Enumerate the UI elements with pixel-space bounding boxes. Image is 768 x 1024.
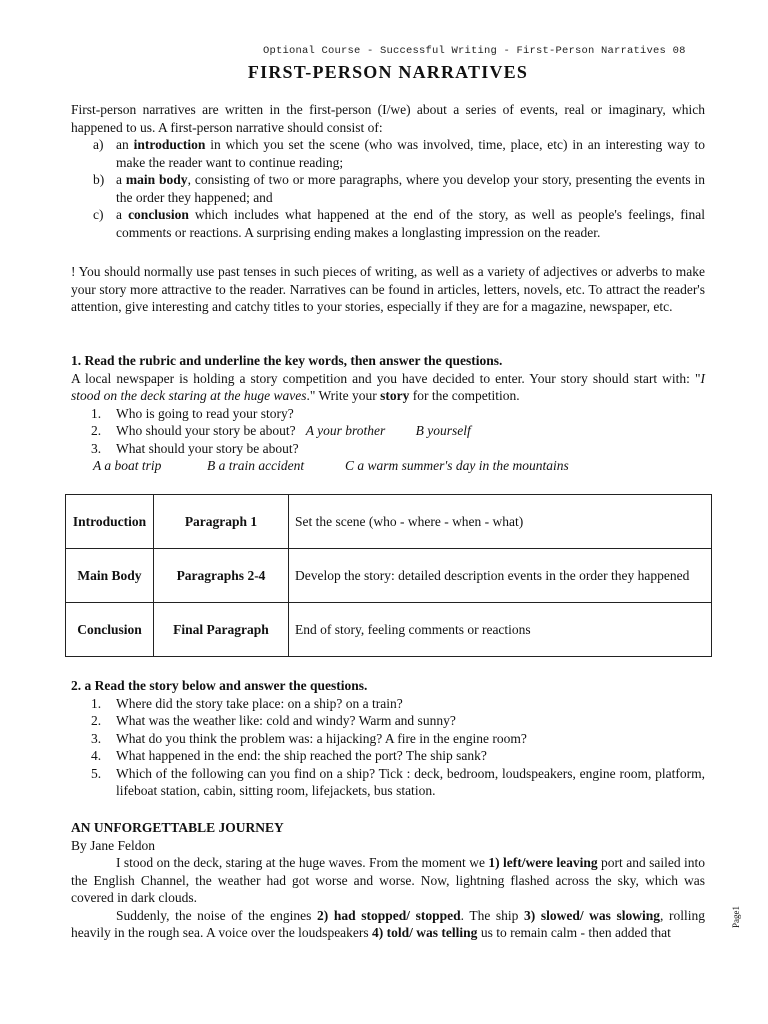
story-paragraph: I stood on the deck, staring at the huge waves. From the moment we 1) left/were leaving port and sailed into the English Channel, the weather had got worse and worse. Now, lightning flashed across the sky, which was covered in dark clouds.	[71, 855, 705, 905]
table-row	[66, 495, 712, 549]
exercise-1-heading: 1. Read the rubric and underline the key words, then answer the questions.	[71, 353, 503, 368]
table-row	[66, 603, 712, 657]
exercise-1-rubric: A local newspaper is holding a story competition and you have decided to enter. Your story should start with: "I stood on the deck staring at the huge waves." Write your story for the competition.	[71, 370, 705, 403]
table-cell: Develop the story: detailed description events in the order they happened	[289, 549, 712, 603]
page-title: FIRST-PERSON NARRATIVES	[247, 62, 529, 82]
gap-2: 2) had stopped/ stopped	[317, 907, 461, 923]
running-header: Optional Course - Successful Writing - First-Person Narratives 08	[263, 45, 686, 57]
exercise-1-questions	[71, 405, 705, 458]
exercise-2-heading: 2. a Read the story below and answer the questions.	[71, 678, 368, 693]
list-item: 2. What was the weather like: cold and windy? Warm and sunny?	[91, 713, 456, 728]
exercise-2	[71, 677, 705, 800]
table-cell: Paragraphs 2-4	[154, 549, 289, 603]
page-number: Page1	[731, 906, 741, 928]
list-item: 5. Which of the following can you find on a ship? Tick : deck, bedroom, loudspeakers, engine room, platform, lifeboat station, cabin, sitting room, lifejackets, bus station.	[91, 765, 705, 798]
list-item: 1. Who is going to read your story?	[91, 405, 294, 421]
table-cell: Set the scene (who - where - when - what)	[289, 495, 712, 549]
list-item: a) an introduction in which you set the scene (who was involved, time, place, etc) in an interesting way to make the reader want to continue reading;	[93, 137, 705, 170]
exercise-1	[71, 352, 705, 475]
gap-1: 1) left/were leaving	[488, 855, 598, 870]
list-item: 3. What do you think the problem was: a hijacking? A fire in the engine room?	[91, 730, 527, 746]
list-item: 2. Who should your story be about? A your brother B yourself	[91, 423, 471, 438]
table-cell: Main Body	[66, 549, 154, 603]
intro-section	[71, 101, 705, 241]
list-item: c) a conclusion which includes what happened at the end of the story, as well as people's feelings, final comments or reactions. A surprising ending makes a longlasting impression on the reader.	[93, 207, 705, 240]
option-c: C a warm summer's day in the mountains	[345, 458, 569, 473]
list-item: 3. What should your story be about?	[91, 440, 299, 456]
story-title: AN UNFORGETTABLE JOURNEY	[71, 820, 284, 835]
story-byline: By Jane Feldon	[71, 837, 155, 853]
table-cell: Final Paragraph	[154, 603, 289, 657]
tip-paragraph: ! You should normally use past tenses in such pieces of writing, as well as a variety of adjectives or adverbs to make your story more attractive to the reader. Narratives can be found in articles, letters, novels, etc. To attract the reader's attention, give interesting and catchy titles to your stories, especially if they are for a magazine, newspaper, etc.	[71, 264, 705, 314]
table-cell: Introduction	[66, 495, 154, 549]
tip-section	[71, 263, 705, 316]
list-item: 4. What happened in the end: the ship reached the port? The ship sank?	[91, 748, 487, 763]
table-cell: Conclusion	[66, 603, 154, 657]
exercise-1-options	[71, 457, 705, 475]
parts-list	[71, 136, 705, 241]
table-row	[66, 549, 712, 603]
gap-3: 3) slowed/ was slowing	[524, 907, 661, 923]
list-item: b) a main body, consisting of two or more paragraphs, where you develop your story, presenting the events in the order they happened; and	[93, 172, 705, 205]
option-a: A your brother	[305, 423, 386, 438]
exercise-2-questions	[71, 695, 705, 800]
table-cell: End of story, feeling comments or reactions	[289, 603, 712, 657]
gap-4: 4) told/ was telling	[372, 925, 478, 940]
table-cell: Paragraph 1	[154, 495, 289, 549]
plan-table	[65, 494, 712, 657]
option-b: B a train accident	[207, 458, 305, 473]
story-section	[71, 819, 705, 942]
intro-paragraph: First-person narratives are written in the first-person (I/we) about a series of events, real or imaginary, which happened to us. A first-person narrative should consist of:	[71, 102, 705, 135]
option-a: A a boat trip	[93, 458, 162, 473]
story-paragraph: Suddenly, the noise of the engines 2) had stopped/ stopped. The ship 3) slowed/ was slowing, rolling heavily in the rough sea. A voice over the loudspeakers 4) told/ was telling us to remain calm - then added that	[71, 907, 706, 940]
list-item: 1. Where did the story take place: on a ship? on a train?	[91, 695, 403, 711]
option-b: B yourself	[415, 423, 471, 438]
